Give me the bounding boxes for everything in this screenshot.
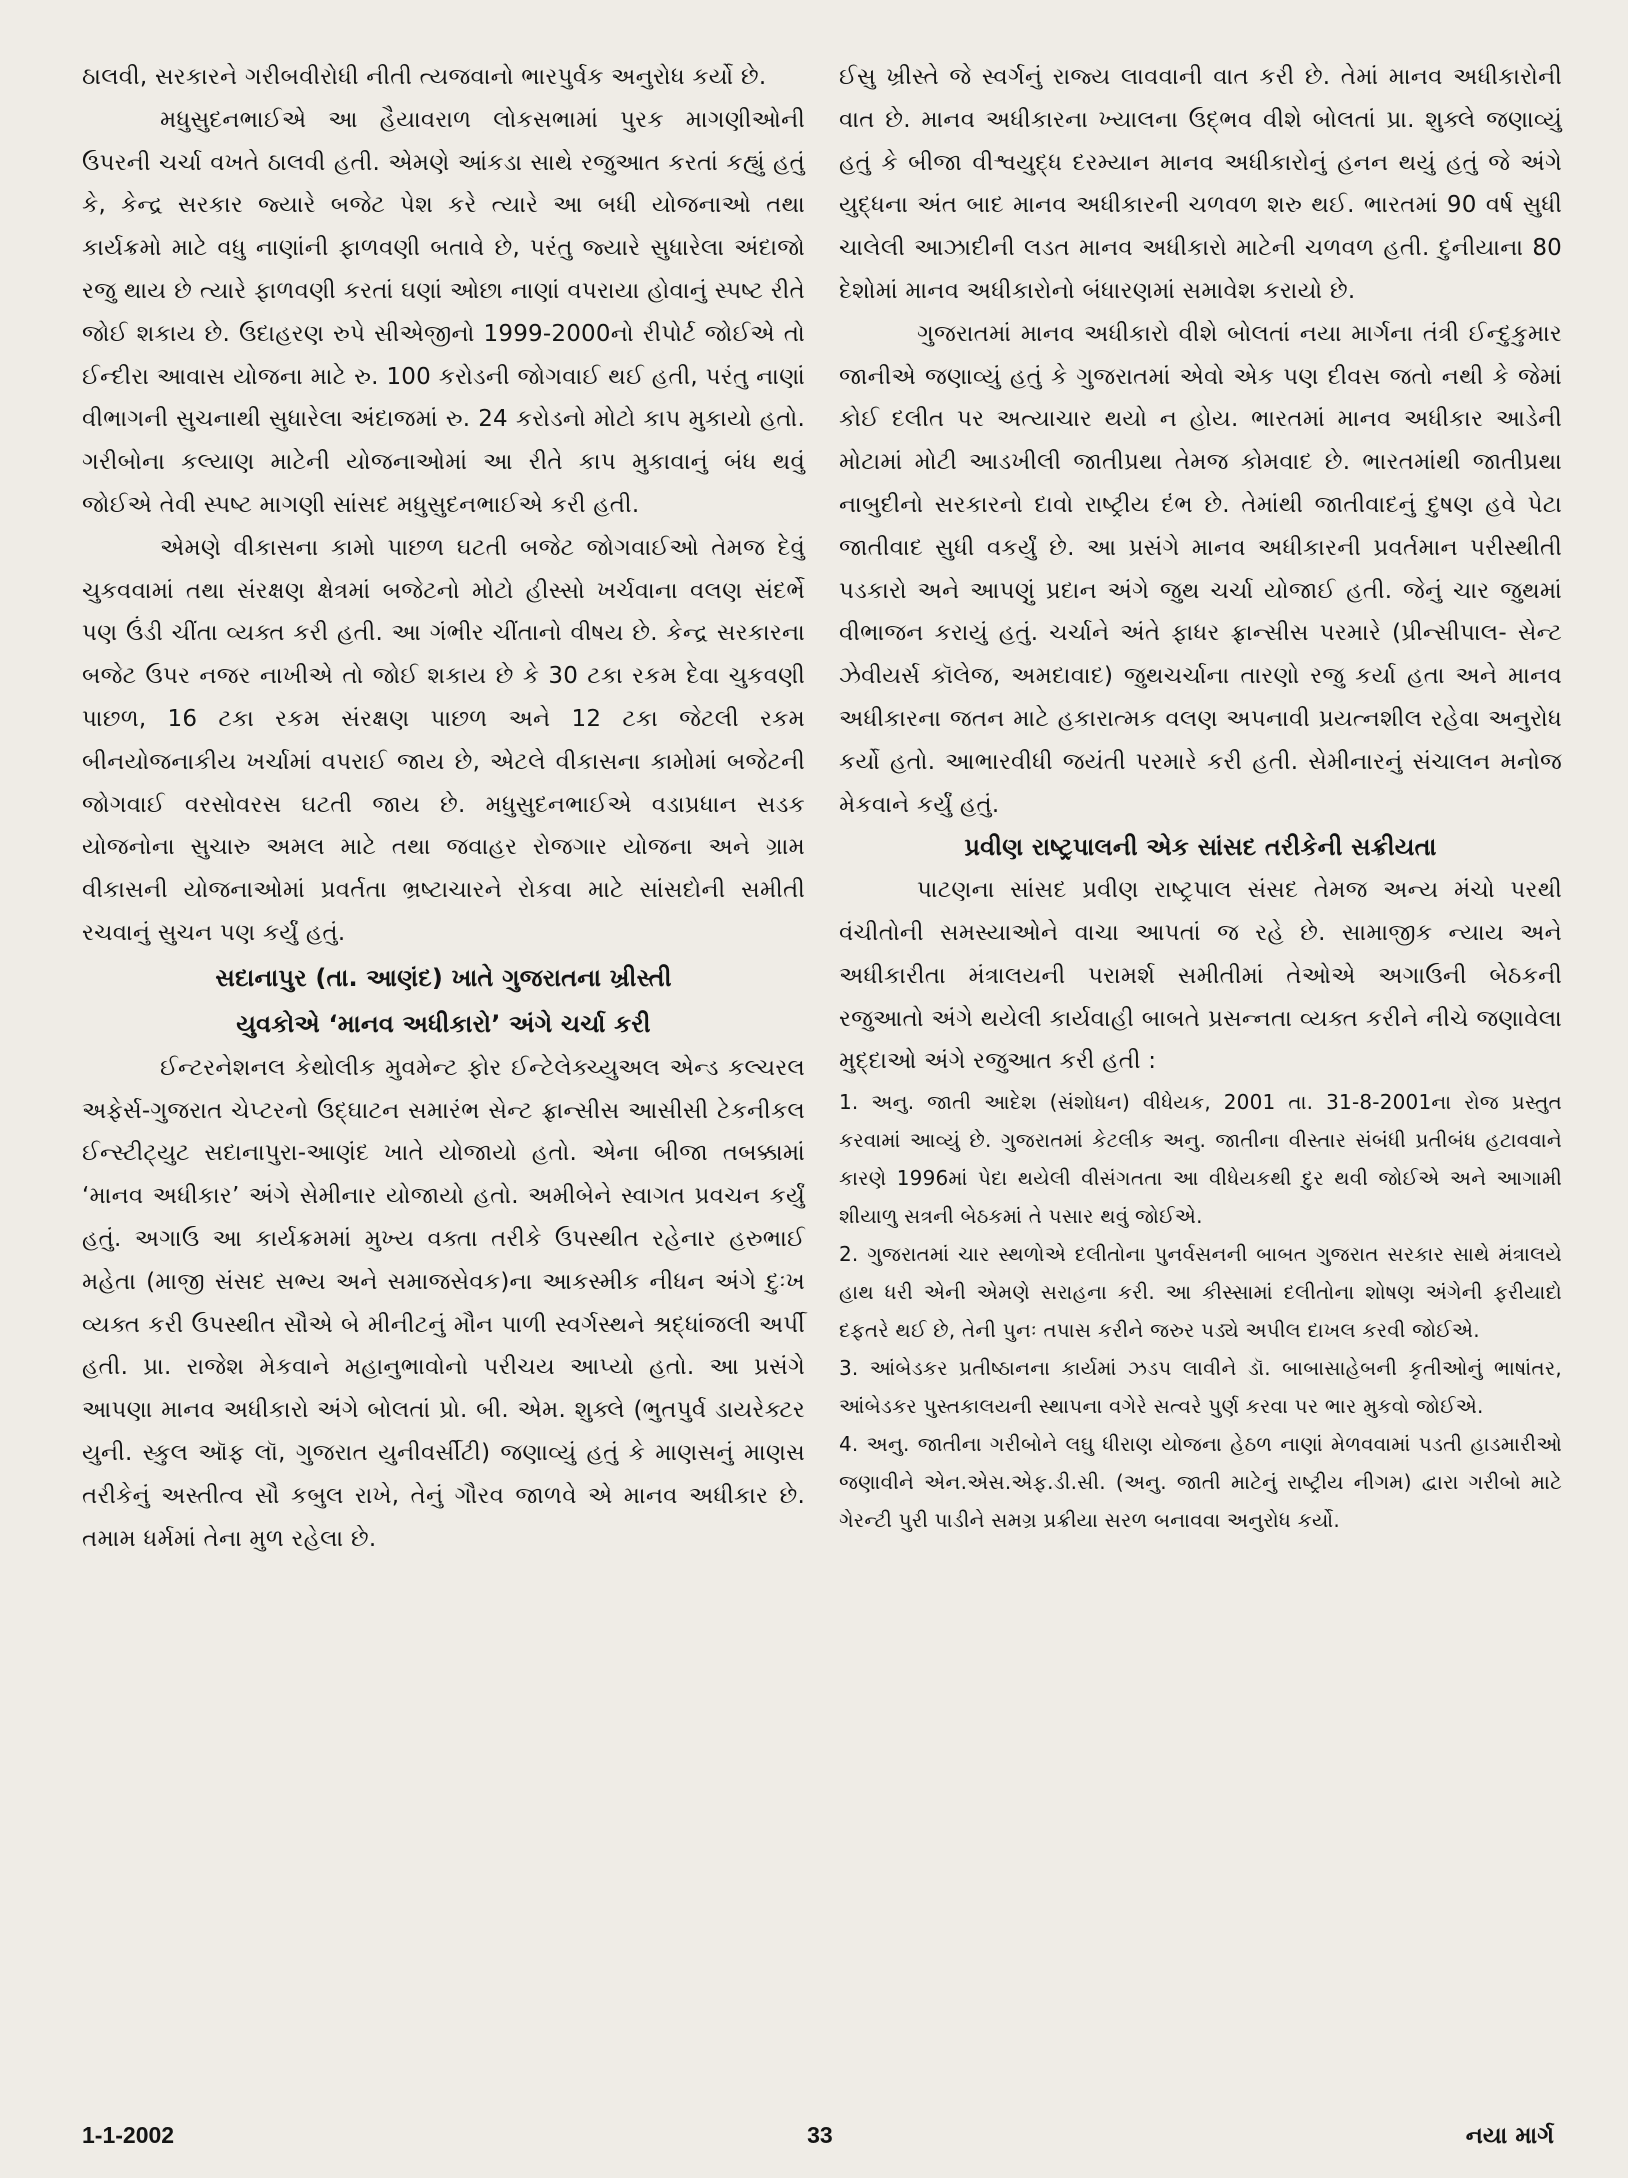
page-footer <box>82 2122 1554 2149</box>
paragraph: ઠાલવી, સરકારને ગરીબવીરોધી નીતી ત્યજવાનો ભારપુર્વક અનુરોધ કર્યો છે. <box>82 64 767 90</box>
list-item: 4. અનુ. જાતીના ગરીબોને લઘુ ધીરાણ યોજના હેઠળ નાણાં મેળવવામાં પડતી હાડમારીઓ જણાવીને એન.એસ.એફ.ડી.સી. (અનુ. જાતી માટેનું રાષ્ટ્રીય નીગમ) દ્વારા ગરીબો માટે ગેરન્ટી પુરી પાડીને સમગ્ર પ્રક્રીયા સરળ બનાવવા અનુરોધ કર્યો. <box>839 1432 1562 1533</box>
paragraph: ઈસુ ખ્રીસ્તે જે સ્વર્ગનું રાજ્ય લાવવાની વાત કરી છે. તેમાં માનવ અધીકારોની વાત છે. માનવ અધીકારના ખ્યાલના ઉદ્ભવ વીશે બોલતાં પ્રા. શુક્લે જણાવ્યું હતું કે બીજા વીશ્વયુદ્ધ દરમ્યાન માનવ અધીકારોનું હનન થયું હતું જે અંગે યુદ્ધના અંત બાદ માનવ અધીકારની ચળવળ શરુ થઈ. ભારતમાં 90 વર્ષ સુધી ચાલેલી આઝાદીની લડત માનવ અધીકારો માટેની ચળવળ હતી. દુનીયાના 80 દેશોમાં માનવ અધીકારોનો બંધારણમાં સમાવેશ કરાયો છે. <box>839 64 1562 304</box>
paragraph: મધુસુદનભાઈએ આ હૈયાવરાળ લોકસભામાં પુરક માગણીઓની ઉપરની ચર્ચા વખતે ઠાલવી હતી. એમણે આંકડા સાથે રજુઆત કરતાં કહ્યું હતું કે, કેન્દ્ર સરકાર જ્યારે બજેટ પેશ કરે ત્યારે આ બધી યોજનાઓ તથા કાર્યક્રમો માટે વધુ નાણાંની ફાળવણી બતાવે છે, પરંતુ જ્યારે સુધારેલા અંદાજો રજુ થાય છે ત્યારે ફાળવણી કરતાં ઘણાં ઓછા નાણાં વપરાયા હોવાનું સ્પષ્ટ રીતે જોઈ શકાય છે. ઉદાહરણ રુપે સીએજીનો 1999-2000નો રીપોર્ટ જોઈએ તો ઈન્દીરા આવાસ યોજના માટે રુ. 100 કરોડની જોગવાઈ થઈ હતી, પરંતુ નાણાં વીભાગની સુચનાથી સુધારેલા અંદાજમાં રુ. 24 કરોડનો મોટો કાપ મુકાયો હતો. ગરીબોના કલ્યાણ માટેની યોજનાઓમાં આ રીતે કાપ મુકાવાનું બંધ થવું જોઈએ તેવી સ્પષ્ટ માગણી સાંસદ મધુસુદનભાઈએ કરી હતી. <box>82 106 805 518</box>
section-heading-line-1: સદાનાપુર (તા. આણંદ) ખાતે ગુજરાતના ખ્રીસ્તી <box>215 963 672 992</box>
right-column <box>839 56 1562 1560</box>
publication-title: નયા માર્ગ <box>1465 2122 1554 2149</box>
section-heading: પ્રવીણ રાષ્ટ્રપાલની એક સાંસદ તરીકેની સક્રીયતા <box>964 833 1437 862</box>
demand-list <box>839 1083 1562 1539</box>
issue-date: 1-1-2002 <box>82 2122 175 2148</box>
list-item: 3. આંબેડકર પ્રતીષ્ઠાનના કાર્યમાં ઝડપ લાવીને ડૉ. બાબાસાહેબની કૃતીઓનું ભાષાંતર, આંબેડકર પુસ્તકાલયની સ્થાપના વગેરે સત્વરે પુર્ણ કરવા પર ભાર મુકવો જોઈએ. <box>839 1356 1562 1419</box>
page-number: 33 <box>807 2122 833 2148</box>
list-item: 1. અનુ. જાતી આદેશ (સંશોધન) વીધેયક, 2001 તા. 31-8-2001ના રોજ પ્રસ્તુત કરવામાં આવ્યું છે. ગુજરાતમાં કેટલીક અનુ. જાતીના વીસ્તાર સંબંધી પ્રતીબંધ હટાવવાને કારણે 1996માં પેદા થયેલી વીસંગતતા આ વીધેયકથી દુર થવી જોઈએ અને આગામી શીયાળુ સત્રની બેઠકમાં તે પસાર થવું જોઈએ. <box>839 1090 1562 1229</box>
paragraph: ગુજરાતમાં માનવ અધીકારો વીશે બોલતાં નયા માર્ગના તંત્રી ઈન્દુકુમાર જાનીએ જણાવ્યું હતું કે ગુજરાતમાં એવો એક પણ દીવસ જતો નથી કે જેમાં કોઈ દલીત પર અત્યાચાર થયો ન હોય. ભારતમાં માનવ અધીકાર આડેની મોટામાં મોટી આડખીલી જાતીપ્રથા તેમજ કોમવાદ છે. ભારતમાંથી જાતીપ્રથા નાબુદીનો સરકારનો દાવો રાષ્ટ્રીય દંભ છે. તેમાંથી જાતીવાદનું દુષણ હવે પેટા જાતીવાદ સુધી વકર્યું છે. આ પ્રસંગે માનવ અધીકારની પ્રવર્તમાન પરીસ્થીતી પડકારો અને આપણું પ્રદાન અંગે જુથ ચર્ચા યોજાઈ હતી. જેનું ચાર જુથમાં વીભાજન કરાયું હતું. ચર્ચાને અંતે ફાધર ફ્રાન્સીસ પરમારે (પ્રીન્સીપાલ- સેન્ટ ઝેવીયર્સ કૉલેજ, અમદાવાદ) જુથચર્ચાના તારણો રજુ કર્યા હતા અને માનવ અધીકારના જતન માટે હકારાત્મક વલણ અપનાવી પ્રયત્નશીલ રહેવા અનુરોધ કર્યો હતો. આભારવીધી જયંતી પરમારે કરી હતી. સેમીનારનું સંચાલન મનોજ મેકવાને કર્યું હતું. <box>839 320 1562 818</box>
paragraph: ઈન્ટરનેશનલ કેથોલીક મુવમેન્ટ ફોર ઈન્ટેલેક્ચ્યુઅલ એન્ડ કલ્ચરલ અફેર્સ-ગુજરાત ચેપ્ટરનો ઉદ્ઘાટન સમારંભ સેન્ટ ફ્રાન્સીસ આસીસી ટેકનીકલ ઈન્સ્ટીટ્યુટ સદાનાપુરા-આણંદ ખાતે યોજાયો હતો. એના બીજા તબક્કામાં ‘માનવ અધીકાર’ અંગે સેમીનાર યોજાયો હતો. અમીબેને સ્વાગત પ્રવચન કર્યું હતું. અગાઉ આ કાર્યક્રમમાં મુખ્ય વક્તા તરીકે ઉપસ્થીત રહેનાર હરુભાઈ મહેતા (માજી સંસદ સભ્ય અને સમાજસેવક)ના આકસ્મીક નીધન અંગે દુઃખ વ્યક્ત કરી ઉપસ્થીત સૌએ બે મીનીટનું મૌન પાળી સ્વર્ગસ્થને શ્રદ્ધાંજલી અર્પી હતી. પ્રા. રાજેશ મેકવાને મહાનુભાવોનો પરીચય આપ્યો હતો. આ પ્રસંગે આપણા માનવ અધીકારો અંગે બોલતાં પ્રો. બી. એમ. શુક્લે (ભુતપુર્વ ડાયરેક્ટર યુની. સ્કુલ ઑફ લૉ, ગુજરાત યુનીવર્સીટી) જણાવ્યું હતું કે માણસનું માણસ તરીકેનું અસ્તીત્વ સૌ કબુલ રાખે, તેનું ગૌરવ જાળવે એ માનવ અધીકાર છે. તમામ ધર્મમાં તેના મુળ રહેલા છે. <box>82 1054 805 1552</box>
left-column <box>82 56 805 1560</box>
paragraph: પાટણના સાંસદ પ્રવીણ રાષ્ટ્રપાલ સંસદ તેમજ અન્ય મંચો પરથી વંચીતોની સમસ્યાઓને વાચા આપતાં જ રહે છે. સામાજીક ન્યાય અને અધીકારીતા મંત્રાલયની પરામર્શ સમીતીમાં તેઓએ અગાઉની બેઠકની રજુઆતો અંગે થયેલી કાર્યવાહી બાબતે પ્રસન્નતા વ્યક્ત કરીને નીચે જણાવેલા મુદ્દાઓ અંગે રજુઆત કરી હતી : <box>839 877 1562 1075</box>
article-columns <box>82 56 1562 1560</box>
section-heading-line-2: યુવકોએ ‘માનવ અધીકારો’ અંગે ચર્ચા કરી <box>236 1009 651 1038</box>
paragraph: એમણે વીકાસના કામો પાછળ ઘટતી બજેટ જોગવાઈઓ તેમજ દેવું ચુકવવામાં તથા સંરક્ષણ ક્ષેત્રમાં બજેટનો મોટો હીસ્સો ખર્ચવાના વલણ સંદર્ભે પણ ઉંડી ચીંતા વ્યક્ત કરી હતી. આ ગંભીર ચીંતાનો વીષય છે. કેન્દ્ર સરકારના બજેટ ઉપર નજર નાખીએ તો જોઈ શકાય છે કે 30 ટકા રકમ દેવા ચુકવણી પાછળ, 16 ટકા રકમ સંરક્ષણ પાછળ અને 12 ટકા જેટલી રકમ બીનયોજનાકીય ખર્ચામાં વપરાઈ જાય છે, એટલે વીકાસના કામોમાં બજેટની જોગવાઈ વરસોવરસ ઘટતી જાય છે. મધુસુદનભાઈએ વડાપ્રધાન સડક યોજનોના સુચારુ અમલ માટે તથા જવાહર રોજગાર યોજના અને ગ્રામ વીકાસની યોજનાઓમાં પ્રવર્તતા ભ્રષ્ટાચારને રોકવા માટે સાંસદોની સમીતી રચવાનું સુચન પણ કર્યું હતું. <box>82 534 805 946</box>
list-item: 2. ગુજરાતમાં ચાર સ્થળોએ દલીતોના પુનર્વસનની બાબત ગુજરાત સરકાર સાથે મંત્રાલયે હાથ ધરી એની એમણે સરાહના કરી. આ કીસ્સામાં દલીતોના શોષણ અંગેની ફરીયાદો દફતરે થઈ છે, તેની પુનઃ તપાસ કરીને જરુર પડ્યે અપીલ દાખલ કરવી જોઈએ. <box>839 1242 1562 1343</box>
